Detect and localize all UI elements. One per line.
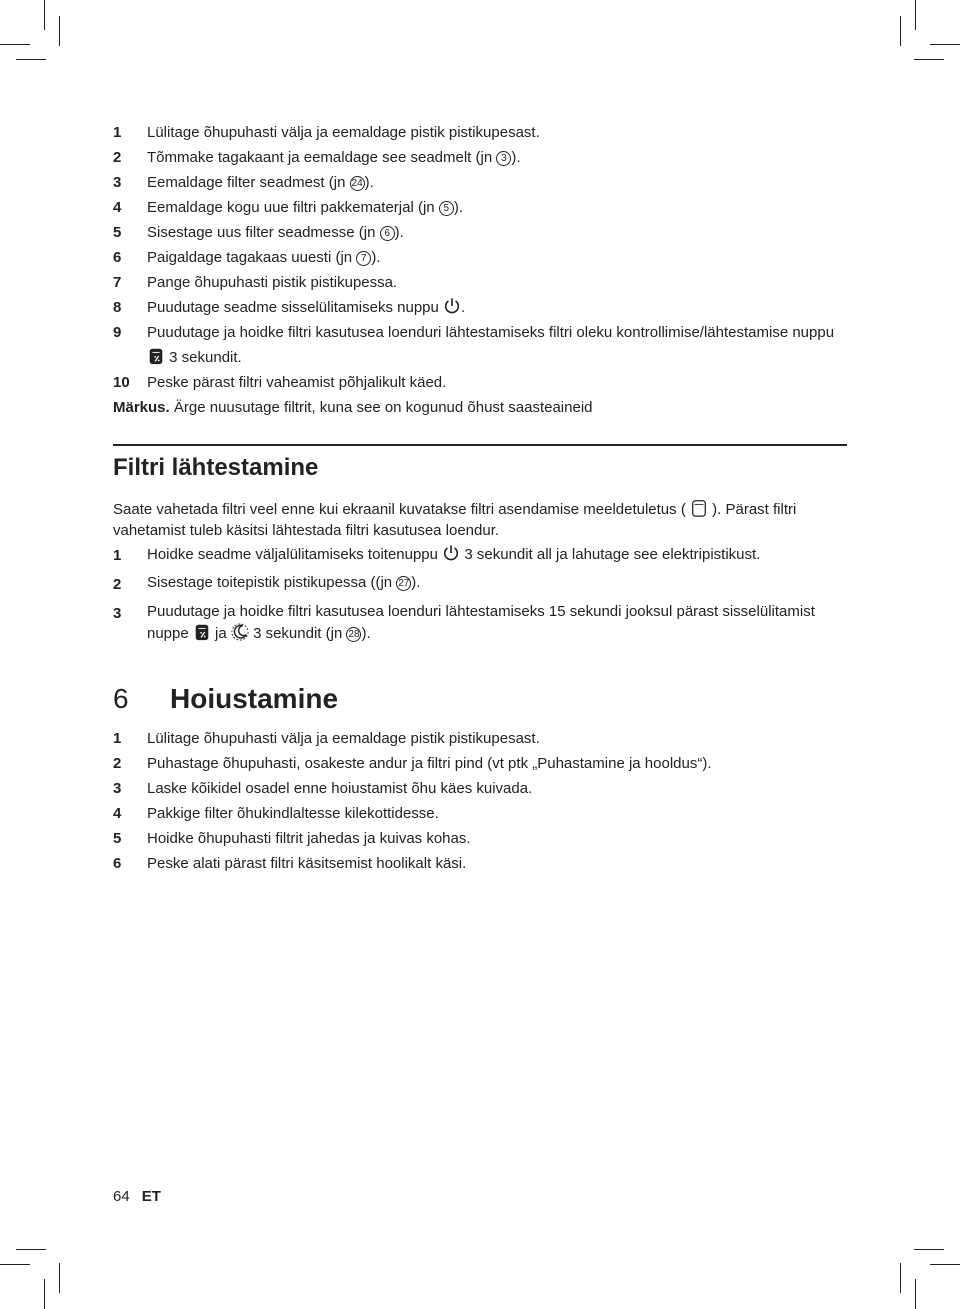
step-text: Puudutage ja hoidke filtri kasutusea loenduri lähtestamiseks filtri oleku kontrollimise/lähtestamise nuppu 3 sekundit. (147, 324, 835, 366)
page-number: 64 (113, 1188, 130, 1205)
step-number: 7 (113, 274, 122, 291)
figure-ref: 24 (351, 178, 363, 189)
crop-mark (900, 16, 901, 46)
list-item (113, 572, 847, 597)
crop-mark (914, 1249, 944, 1250)
figure-ref: 27 (398, 578, 410, 589)
step-text: Pakkige filter õhukindlaltesse kilekottidesse. (147, 805, 439, 822)
step-text: Sisestage toitepistik pistikupessa ((jn 27 ). (147, 574, 421, 591)
crop-mark (16, 59, 46, 60)
step-text: Hoidke õhupuhasti filtrit jahedas ja kuivas kohas. (147, 830, 471, 847)
list-item (113, 170, 847, 195)
list-item (113, 120, 847, 145)
list-item (113, 776, 847, 801)
filter-reset-icon (193, 622, 211, 642)
section-title: Filtri lähtestamine (113, 454, 319, 481)
crop-mark (900, 1263, 901, 1293)
note-text: Ärge nuusutage filtrit, kuna see on kogunud õhust saasteaineid (169, 399, 593, 416)
step-text: Puhastage õhupuhasti, osakeste andur ja filtri pind (vt ptk „Puhastamine ja hooldus“). (147, 755, 712, 772)
list-item (113, 245, 847, 270)
step-number: 3 (113, 780, 122, 797)
step-text: Eemaldage filter seadmest (jn 24 ). (147, 174, 374, 191)
note-label: Märkus. (113, 399, 170, 416)
list-item (113, 320, 847, 370)
list-item (113, 601, 847, 644)
step-text: Pange õhupuhasti pistik pistikupessa. (147, 274, 398, 291)
list-item (113, 270, 847, 295)
list-item (113, 801, 847, 826)
step-number: 1 (113, 124, 122, 141)
crop-mark (930, 1264, 960, 1265)
power-icon (442, 543, 460, 563)
page-content (113, 120, 847, 876)
step-number: 6 (113, 855, 122, 872)
crop-mark (915, 1279, 916, 1309)
step-number: 6 (113, 249, 122, 266)
filter-outline-icon (690, 498, 708, 518)
night-mode-icon (231, 622, 249, 642)
step-number: 5 (113, 830, 122, 847)
step-text: Puudutage seadme sisselülitamiseks nuppu . (147, 295, 847, 320)
step-text: Tõmmake tagakaant ja eemaldage see seadmelt (jn 3 ). (147, 149, 521, 166)
step-text: Peske alati pärast filtri käsitsemist hoolikalt käsi. (147, 855, 467, 872)
figure-ref: 28 (348, 629, 360, 640)
crop-mark (0, 44, 30, 45)
crop-mark (930, 44, 960, 45)
step-text: Lülitage õhupuhasti välja ja eemaldage pistik pistikupesast. (147, 730, 540, 747)
page-footer (113, 1188, 161, 1205)
storage-steps (113, 726, 847, 876)
list-item (113, 295, 847, 320)
step-number: 3 (113, 174, 122, 191)
step-number: 8 (113, 299, 122, 316)
list-item (113, 145, 847, 170)
figure-ref: 6 (380, 226, 395, 241)
filter-reset-steps (113, 543, 847, 644)
chapter-number: 6 (113, 683, 129, 714)
step-text: Peske pärast filtri vaheamist põhjalikult käed. (147, 374, 447, 391)
list-item (113, 751, 847, 776)
step-text: Sisestage uus filter seadmesse (jn 6 ). (147, 224, 404, 241)
step-number: 2 (113, 576, 122, 593)
step-number: 5 (113, 224, 122, 241)
list-item (113, 543, 847, 568)
chapter-heading (113, 682, 847, 716)
power-icon (443, 296, 461, 316)
step-number: 3 (113, 605, 122, 622)
step-text: Eemaldage kogu uue filtri pakkematerjal (jn 5 ). (147, 199, 463, 216)
step-number: 4 (113, 805, 122, 822)
list-item (113, 370, 847, 395)
crop-mark (915, 0, 916, 30)
section-intro: Saate vahetada filtri veel enne kui ekraanil kuvatakse filtri asendamise meeldetuletus ( ). Pärast filtri vahetamist tuleb käsitsi lähtestada filtri kasutusea loendur. (113, 498, 847, 541)
figure-ref: 3 (496, 151, 511, 166)
step-text: Puudutage ja hoidke filtri kasutusea loenduri lähtestamiseks 15 sekundi jooksul pärast sisselülitamist nuppe ja 3 sekundit (jn 28 ). (147, 603, 815, 642)
chapter-title: Hoiustamine (170, 683, 339, 714)
step-text: Paigaldage tagakaas uuesti (jn 7 ). (147, 249, 381, 266)
step-number: 4 (113, 199, 122, 216)
list-item (113, 220, 847, 245)
step-text: Laske kõikidel osadel enne hoiustamist õhu käes kuivada. (147, 780, 533, 797)
list-item (113, 826, 847, 851)
crop-mark (59, 16, 60, 46)
step-number: 1 (113, 547, 122, 564)
list-item (113, 726, 847, 751)
filter-replace-steps (113, 120, 847, 420)
list-item (113, 195, 847, 220)
figure-ref: 7 (356, 251, 371, 266)
list-item (113, 851, 847, 876)
step-number: 2 (113, 755, 122, 772)
crop-mark (44, 0, 45, 30)
crop-mark (0, 1264, 30, 1265)
crop-mark (914, 59, 944, 60)
step-text: Lülitage õhupuhasti välja ja eemaldage pistik pistikupesast. (147, 124, 540, 141)
filter-reset-icon (147, 346, 165, 366)
section-divider (113, 444, 847, 446)
step-number: 10 (113, 374, 130, 391)
crop-mark (16, 1249, 46, 1250)
note (113, 395, 847, 420)
language-code: ET (141, 1188, 161, 1205)
step-number: 2 (113, 149, 122, 166)
step-number: 9 (113, 324, 122, 341)
step-text: Hoidke seadme väljalülitamiseks toitenuppu 3 sekundit all ja lahutage see elektripistikust. (147, 543, 847, 568)
crop-mark (44, 1279, 45, 1309)
figure-ref: 5 (439, 201, 454, 216)
crop-mark (59, 1263, 60, 1293)
step-number: 1 (113, 730, 122, 747)
